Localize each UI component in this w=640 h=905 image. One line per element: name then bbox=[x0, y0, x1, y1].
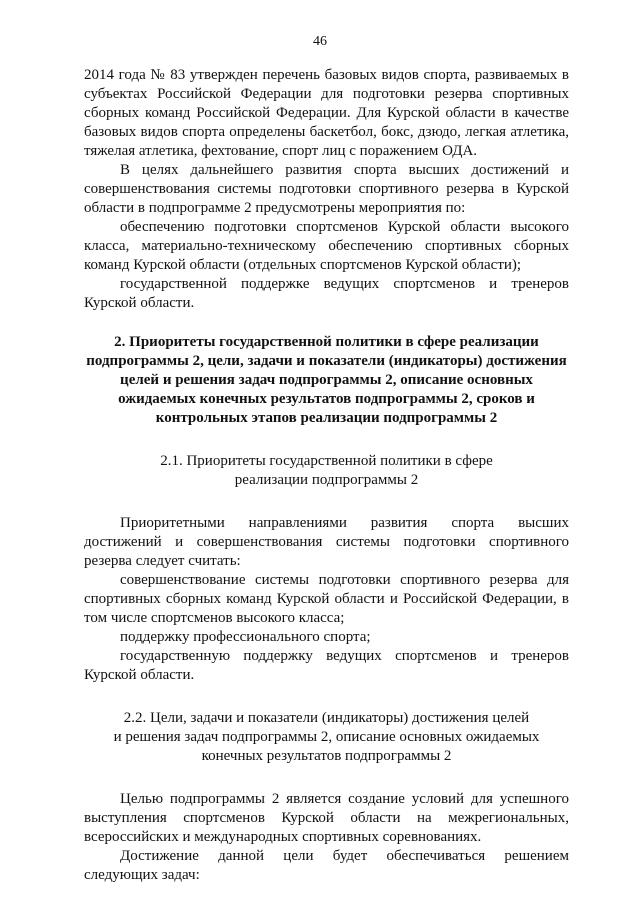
subsection-2-2-paragraph: Достижение данной цели будет обеспечиваться решением следующих задач: bbox=[84, 848, 569, 883]
heading-line: конечных результатов подпрограммы 2 bbox=[201, 748, 452, 764]
page-number: 46 bbox=[313, 34, 327, 49]
subsection-2-2-heading bbox=[84, 709, 569, 766]
document-body bbox=[84, 66, 569, 885]
intro-paragraph: 2014 года № 83 утвержден перечень базовых видов спорта, развиваемых в субъектах Российской Федерации для подготовки резерва спортивных сборных команд Российской Федерации. Для Курской области в качестве базовых видов спорта определены баскетбол, бокс, дзюдо, легкая атлетика, тяжелая атлетика, фехтование, спорт лиц с поражением ОДА. bbox=[84, 67, 569, 159]
subsection-2-1-paragraph: поддержку профессионального спорта; bbox=[120, 629, 371, 645]
section-2-heading: 2. Приоритеты государственной политики в сфере реализации подпрограммы 2, цели, задачи и показатели (индикаторы) достижения целей и решения задач подпрограммы 2, описание основных ожидаемых конечных результатов подпрограммы 2, сроков и контрольных этапов реализации подпрограммы 2 bbox=[86, 334, 567, 426]
intro-paragraph: В целях дальнейшего развития спорта высших достижений и совершенствования системы подготовки спортивного резерва в Курской области в подпрограмме 2 предусмотрены мероприятия по: bbox=[84, 162, 569, 216]
intro-paragraph: обеспечению подготовки спортсменов Курской области высокого класса, материально-техническому обеспечению спортивных сборных команд Курской области (отдельных спортсменов Курской области); bbox=[84, 219, 569, 273]
heading-line: реализации подпрограммы 2 bbox=[234, 472, 419, 488]
subsection-2-1-paragraph: совершенствование системы подготовки спортивного резерва для спортивных сборных команд Курской области и Российской Федерации, в том числе спортсменов высокого класса; bbox=[84, 572, 569, 626]
heading-line: 2.1. Приоритеты государственной политики в сфере bbox=[160, 453, 493, 469]
heading-line: 2.2. Цели, задачи и показатели (индикаторы) достижения целей bbox=[123, 710, 530, 726]
subsection-2-2-paragraph: Целью подпрограммы 2 является создание условий для успешного выступления спортсменов Курской области на межрегиональных, всероссийских и международных спортивных соревнованиях. bbox=[84, 791, 569, 845]
subsection-2-1-heading bbox=[84, 452, 569, 490]
subsection-2-1-paragraph: Приоритетными направлениями развития спорта высших достижений и совершенствования системы подготовки спортивного резерва следует считать: bbox=[84, 515, 569, 569]
intro-paragraph: государственной поддержке ведущих спортсменов и тренеров Курской области. bbox=[84, 276, 569, 311]
heading-line: и решения задач подпрограммы 2, описание основных ожидаемых bbox=[113, 729, 540, 745]
subsection-2-1-paragraph: государственную поддержку ведущих спортсменов и тренеров Курской области. bbox=[84, 648, 569, 683]
